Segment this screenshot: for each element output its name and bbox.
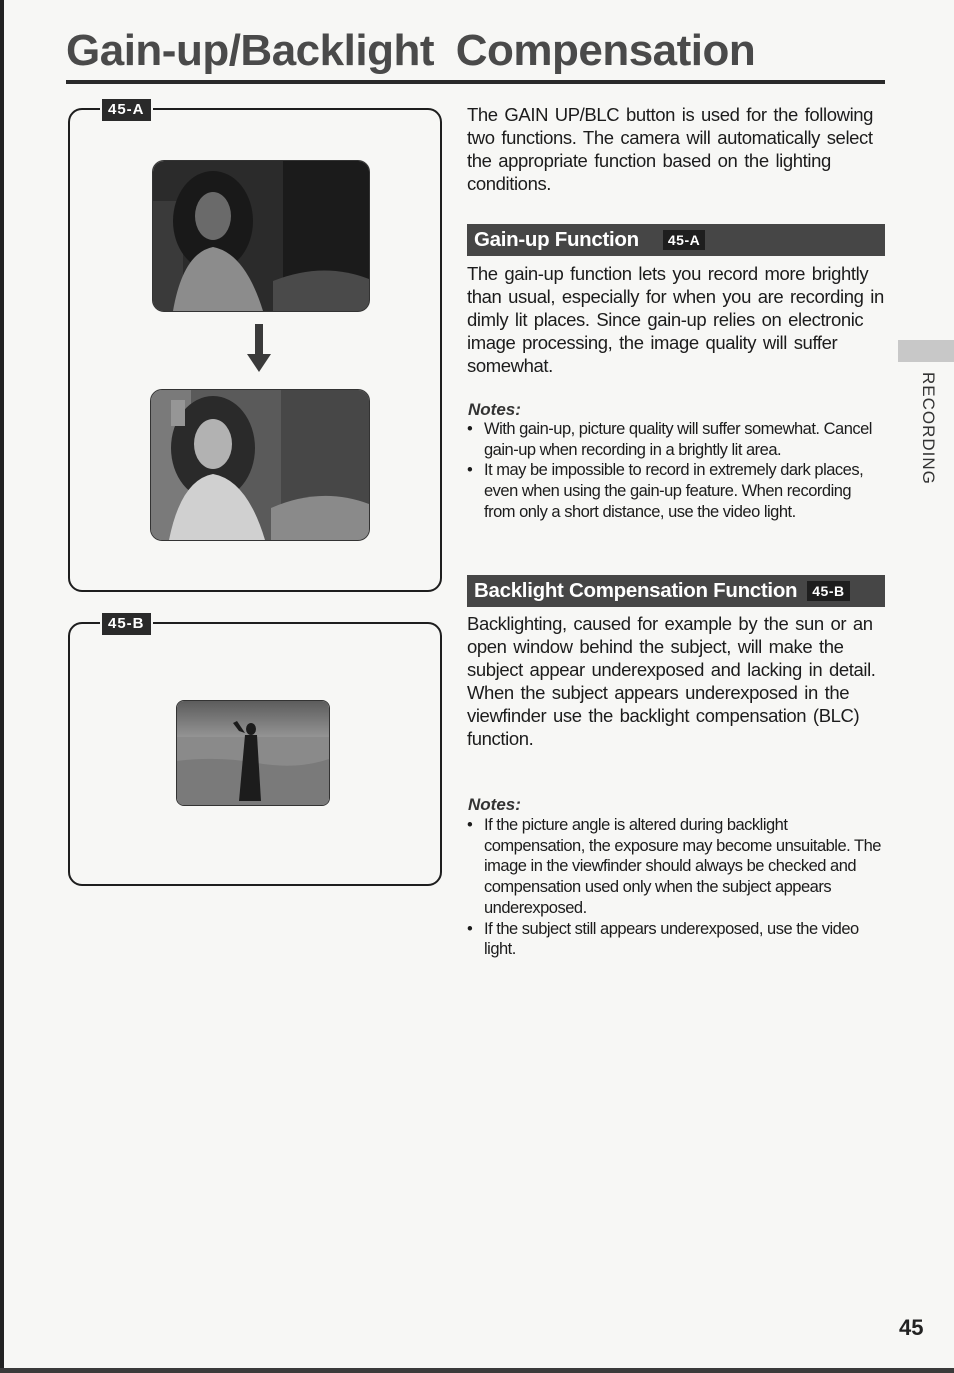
side-tab-marker [898,340,954,362]
page-number: 45 [899,1315,924,1340]
page-title: Gain-up/Backlight Compensation [66,26,756,75]
title-rule [66,80,885,84]
backlight-figure-tag: 45-B [807,581,849,601]
figure-badge-45-b: 45-B [100,611,153,637]
backlight-section-header [467,575,885,607]
gain-up-body: The gain-up function lets you record more brightly than usual, especially for when you are recording in dimly lit places. Since gain-up relies on electronic image processing, the image quality will suffer somewhat. [467,263,884,376]
note-item: • If the picture angle is altered during backlight compensation, the exposure may become unsuitable. The image in the viewfinder should always be checked and compensation used only when the subject appears underexposed. [467,815,885,919]
note-item: • It may be impossible to record in extremely dark places, even when using the gain-up feature. When recording from only a short distance, use the video light. [467,460,885,522]
backlight-body: Backlighting, caused for example by the sun or an open window behind the subject, will make the subject appear underexposed and lacking in detail. When the subject appears underexposed in the viewfinder use the backlight compensation (BLC) function. [467,613,876,749]
photo-backlit-subject [176,700,330,806]
note-item: • With gain-up, picture quality will suffer somewhat. Cancel gain-up when recording in a brightly lit area. [467,419,885,460]
down-arrow-icon [246,324,272,374]
figure-45-a [68,101,442,592]
backlight-notes-heading: Notes: [468,795,521,814]
gain-up-notes [467,419,885,523]
gain-up-section-header [467,224,885,256]
figure-badge-45-a: 45-A [100,97,153,123]
page-edge-left [0,0,4,1373]
gain-up-heading: Gain-up Function [474,228,639,251]
figure-45-b [68,615,442,886]
side-tab-recording: RECORDING [919,372,938,485]
page-edge-bottom [0,1368,954,1373]
backlight-notes [467,815,885,960]
gain-up-figure-tag: 45-A [663,230,705,250]
note-item: • If the subject still appears underexposed, use the video light. [467,919,885,960]
backlight-heading: Backlight Compensation Function [474,579,798,602]
gain-up-notes-heading: Notes: [468,400,521,419]
photo-before-gain-up [152,160,370,312]
intro-paragraph: The GAIN UP/BLC button is used for the following two functions. The camera will automatically select the appropriate function based on the lighting conditions. [467,104,874,194]
photo-after-gain-up [150,389,370,541]
